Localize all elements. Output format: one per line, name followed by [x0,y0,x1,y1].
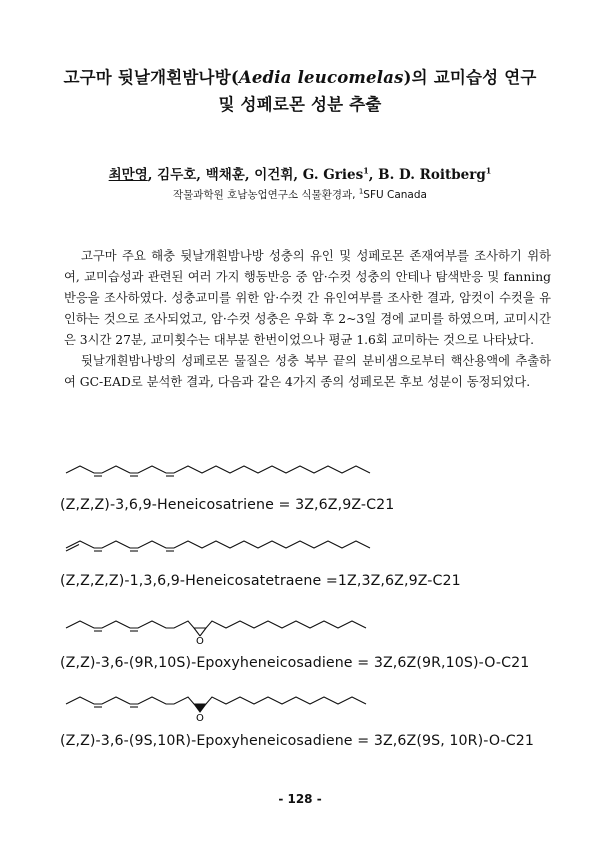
structure-epoxide-9R10S [58,610,388,647]
abstract-body [64,246,551,393]
author: 이건휘 [254,167,294,183]
compound-label: (Z,Z,Z)-3,6,9-Heneicosatriene = 3Z,6Z,9Z-C21 [60,497,395,513]
carbon-chain [66,466,370,473]
author: 김두호 [157,167,197,183]
author: G. Gries [302,167,364,183]
author: 백채훈 [205,167,245,183]
author: B. D. Roitberg [378,167,486,183]
compound-label: (Z,Z)-3,6-(9R,10S)-Epoxyheneicosadiene = 3Z,6Z(9R,10S)-O-C21 [60,655,530,671]
title-line-2: 및 성페로몬 성분 추출 [218,95,382,114]
epoxide-oxygen: O [196,636,204,647]
structure-tetraene [58,528,388,558]
epoxide-oxygen: O [196,713,204,724]
structure-triene [58,453,388,483]
affiliation: 작물과학원 호남농업연구소 식물환경과, $^1$SFU Canada [173,187,427,201]
title-line-1: 고구마 뒷날개흰밤나방(Aedia leucomelas)의 교미습성 연구 [63,68,537,87]
paper-title [20,64,580,118]
carbon-chain [66,621,366,628]
structure-epoxide-9S10R [58,690,388,724]
species-name: Aedia leucomelas [238,68,404,87]
abstract-paragraph-1: 고구마 주요 해충 뒷날개흰밤나방 성충의 유인 및 성페로몬 존재여부를 조사하기 위하여, 교미습성과 관련된 여러 가지 행동반응 중 암·수컷 성충의 안테나 탐색반응 및 fanning 반응을 조사하였다. 성충교미를 위한 암·수컷 간 유인여부를 조사한 결과, 암컷이 수컷을 유인하는 것으로 조사되었고, 암·수컷 성충은 우화 후 2~3일 경에 교미를 하였으며, 교미시간은 3시간 27분, 교미횟수는 대부분 한번이었으나 평균 1.6회 교미하는 것으로 나타났다. [64,249,551,347]
author-presenting: 최만영 [108,167,148,183]
compound-label: (Z,Z)-3,6-(9S,10R)-Epoxyheneicosadiene = 3Z,6Z(9S, 10R)-O-C21 [60,733,535,749]
page-number: - 128 - [278,792,322,806]
carbon-chain [66,541,370,548]
compound-label: (Z,Z,Z,Z)-1,3,6,9-Heneicosatetraene =1Z,3Z,6Z,9Z-C21 [60,573,461,589]
author-list: 최만영, 김두호, 백채훈, 이건휘, G. Gries$^1$, B. D. Roitberg$^1$ [108,165,492,183]
carbon-chain [66,697,366,704]
abstract-paragraph-2: 뒷날개흰밤나방의 성페로몬 물질은 성충 복부 끝의 분비샘으로부터 핵산용액에 추출하여 GC-EAD로 분석한 결과, 다음과 같은 4가지 종의 성페로몬 후보 성분이 동정되었다. [64,354,551,389]
